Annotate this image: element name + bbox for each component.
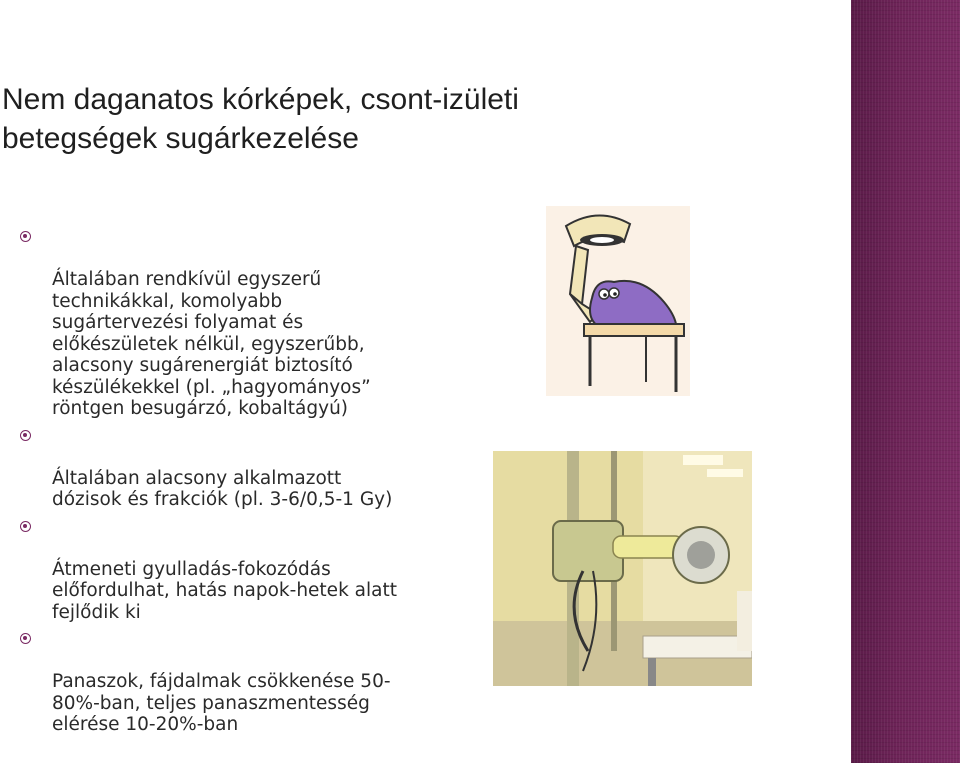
decorative-side-band: [851, 0, 960, 763]
bullet-icon: [20, 633, 31, 644]
xray-machine-photo: [493, 451, 752, 686]
bullet-icon: [20, 231, 31, 242]
bullet-text: Általában alacsony alkalmazott dózisok és frakciók (pl. 3-6/0,5-1 Gy): [52, 467, 393, 510]
bullet-item: [20, 226, 450, 420]
bullet-text: Átmeneti gyulladás-fokozódás előfordulhat, hatás napok-hetek alatt fejlődik ki: [52, 558, 397, 623]
bullet-item: [20, 516, 450, 624]
bullet-icon: [20, 430, 31, 441]
bullet-list: [20, 226, 450, 741]
slide-title: Nem daganatos kórképek, csont-izületi betegségek sugárkezelése: [2, 83, 519, 155]
bullet-text: Panaszok, fájdalmak csökkenése 50- 80%-ban, teljes panaszmentesség elérése 10-20%-ban: [52, 671, 391, 735]
bullet-icon: [20, 521, 31, 532]
cartoon-xray-patient-image: [546, 206, 690, 396]
bullet-text: Általában rendkívül egyszerű technikákkal, komolyabb sugártervezési folyamat és előkészületek nélkül, egyszerűbb, alacsony sugárenergiát biztosító készülékekkel (pl. „hagyományos” röntgen besugárzó, kobaltágyú): [52, 269, 371, 419]
bullet-item: [20, 628, 450, 736]
bullet-item: [20, 425, 450, 511]
